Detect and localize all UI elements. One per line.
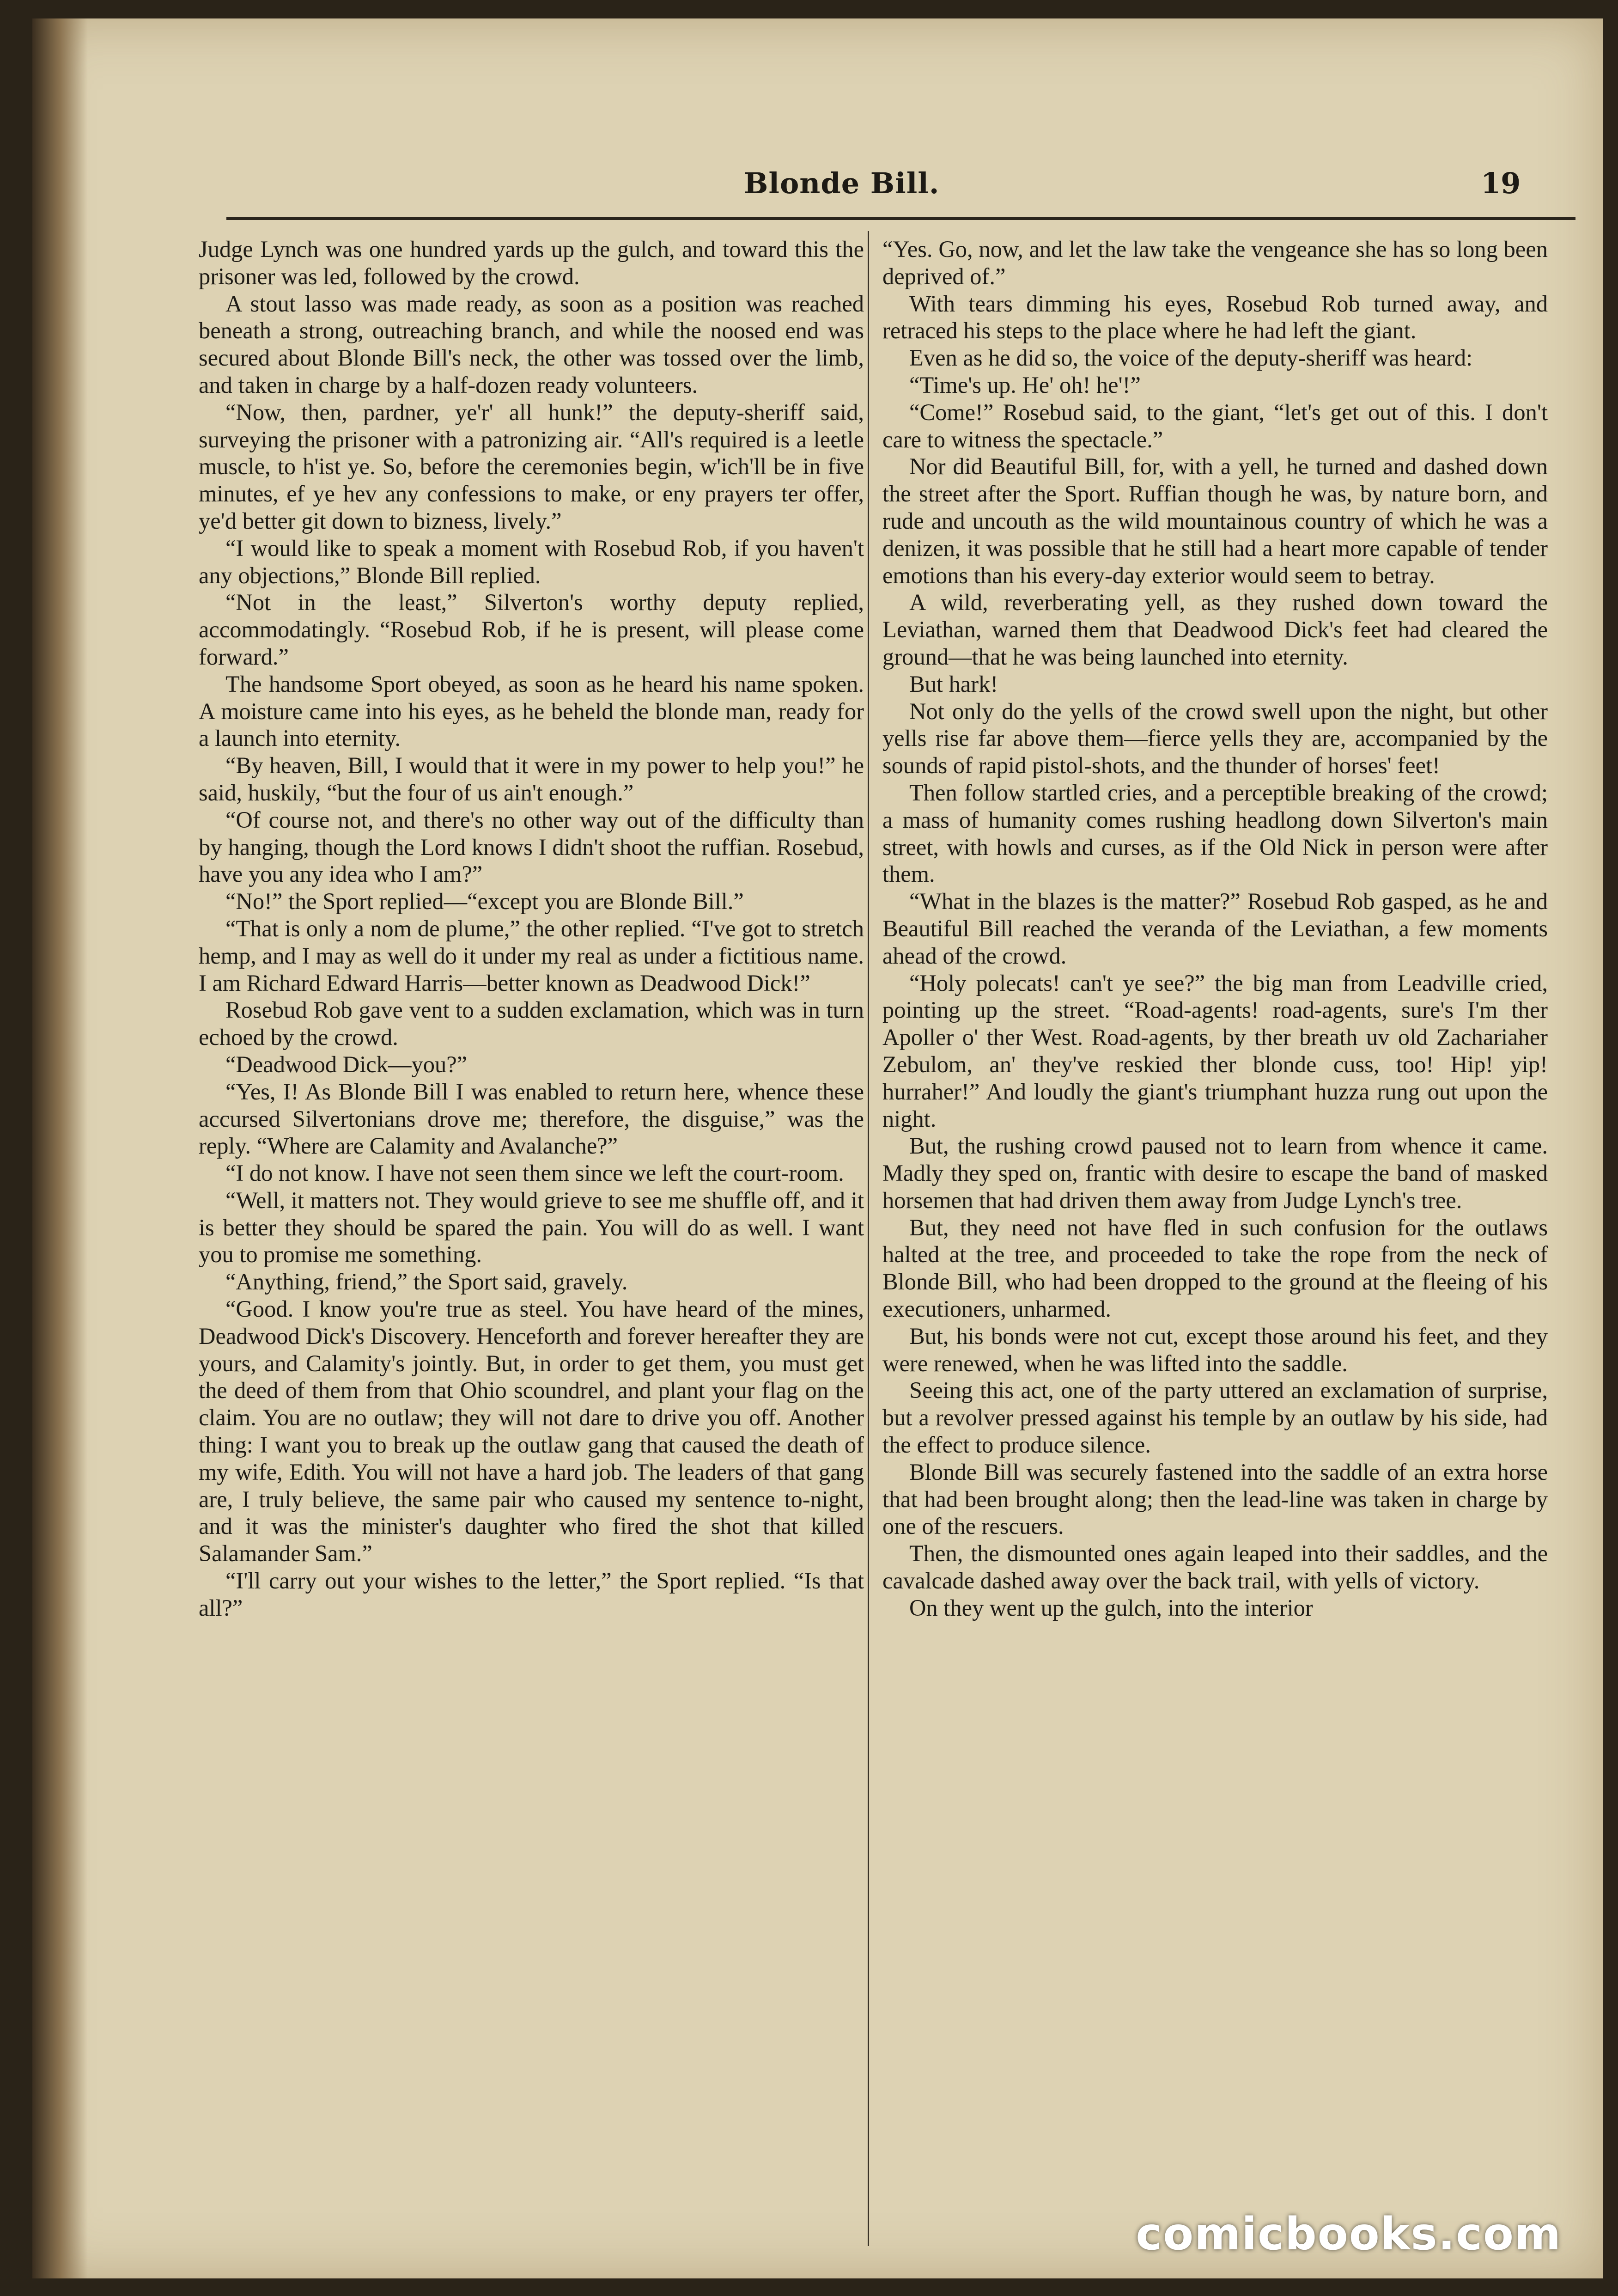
page-binding-edge [32,18,88,2278]
paragraph: “I do not know. I have not seen them since we left the court-room. [225,1160,844,1186]
paragraph: Then, the dismounted ones again leaped into their saddles, and the cavalcade dashed away over the back trail, with yells of victory. [882,1540,1548,1594]
paragraph: “That is only a nom de plume,” the other replied. “I've got to stretch hemp, and I may as well do it under my real as under a fictitious name. I am Richard Edward Harris—better known as Deadwood Dick!” [199,915,864,996]
paragraph: “I'll carry out your wishes to the letter,” the Sport replied. “Is that all?” [199,1568,864,1621]
paragraph: “Not in the least,” Silverton's worthy deputy replied, accommodatingly. “Rosebud Rob, if he is present, will please come forward.” [199,589,864,670]
paragraph: Not only do the yells of the crowd swell upon the night, but other yells rise far above them—fierce yells they are, accompanied by the sounds of rapid pistol-shots, and the thunder of horses' feet! [882,698,1548,779]
paragraph: The handsome Sport obeyed, as soon as he heard his name spoken. A moisture came into his eyes, as he beheld the blonde man, ready for a launch into eternity. [199,671,864,751]
paragraph: “Yes. Go, now, and let the law take the vengeance she has so long been deprived of.” [882,236,1548,289]
paragraph: On they went up the gulch, into the interior [909,1594,1313,1621]
paragraph: “Holy polecats! can't ye see?” the big man from Leadville cried, pointing up the street. “Road-agents! road-agents, sure's I'm ther Apoller o' ther West. Road-agents, by ther breath uv old Zachariaher Zebulom, an' they've reskied ther blonde cuss, too! Hip! yip! hurraher!” And loudly the giant's triumphant huzza rung out upon the night. [882,970,1548,1132]
paragraph: “Yes, I! As Blonde Bill I was enabled to return here, whence these accursed Silvertonians drove me; therefore, the disguise,” was the reply. “Where are Calamity and Avalanche?” [199,1078,864,1159]
paragraph: “I would like to speak a moment with Rosebud Rob, if you haven't any objections,” Blonde Bill replied. [199,535,864,588]
paragraph: “Of course not, and there's no other way out of the difficulty than by hanging, though the Lord knows I didn't shoot the ruffian. Rosebud, have you any idea who I am?” [199,806,864,887]
paragraph: “Now, then, pardner, ye'r' all hunk!” the deputy-sheriff said, surveying the prisoner with a patronizing air. “All's required is a leetle muscle, to h'ist ye. So, before the ceremonies begin, w'ich'll be in five minutes, ef ye hev any confessions to make, or eny prayers ter offer, ye'd better git down to bizness, lively.” [199,399,864,534]
paragraph: Seeing this act, one of the party uttered an exclamation of surprise, but a revolver pressed against his temple by an outlaw by his side, had the effect to produce silence. [882,1377,1548,1458]
paragraph: Then follow startled cries, and a perceptible breaking of the crowd; a mass of humanity comes rushing headlong down Silverton's main street, with howls and curses, as if the Old Nick in person were after them. [882,779,1548,887]
running-title: Blonde Bill. [744,166,940,200]
page-number: 19 [1481,166,1521,200]
paragraph: But, his bonds were not cut, except those around his feet, and they were renewed, when he was lifted into the saddle. [882,1323,1548,1376]
site-watermark: comicbooks.com [1136,2208,1562,2260]
paragraph: Even as he did so, the voice of the deputy-sheriff was heard: [909,345,1473,371]
paragraph: Rosebud Rob gave vent to a sudden exclamation, which was in turn echoed by the crowd. [199,997,864,1050]
header-rule [226,217,1575,220]
text-column-left [199,236,864,2269]
paragraph: Nor did Beautiful Bill, for, with a yell, he turned and dashed down the street after the Sport. Ruffian though he was, by nature born, and rude and uncouth as the wild mountainous country of which he was a denizen, it was possible that he still had a heart more capable of tender emotions than his every-day exterior would seem to betray. [882,453,1548,588]
text-column-right [882,236,1548,2269]
paragraph: “Deadwood Dick—you?” [225,1051,468,1077]
paragraph: But, they need not have fled in such confusion for the outlaws halted at the tree, and proceeded to take the rope from the neck of Blonde Bill, who had been dropped to the ground at the fleeing of his executioners, unharmed. [882,1214,1548,1322]
running-header [32,166,1603,222]
paragraph: Judge Lynch was one hundred yards up the gulch, and toward this the prisoner was led, followed by the crowd. [199,236,864,289]
paragraph: “By heaven, Bill, I would that it were in my power to help you!” he said, huskily, “but the four of us ain't enough.” [199,752,864,806]
book-page [32,18,1603,2278]
paragraph: “No!” the Sport replied—“except you are Blonde Bill.” [225,888,744,915]
paragraph: “Time's up. He' oh! he'!” [909,372,1141,398]
paragraph: But, the rushing crowd paused not to learn from whence it came. Madly they sped on, frantic with desire to escape the band of masked horsemen that had driven them away from Judge Lynch's tree. [882,1133,1548,1213]
paragraph: “Come!” Rosebud said, to the giant, “let's get out of this. I don't care to witness the spectacle.” [882,399,1548,452]
column-divider [868,231,869,2246]
paragraph: A stout lasso was made ready, as soon as a position was reached beneath a strong, outreaching branch, and while the noosed end was secured about Blonde Bill's neck, the other was tossed over the limb, and taken in charge by a half-dozen ready volunteers. [199,290,864,398]
paragraph: “What in the blazes is the matter?” Rosebud Rob gasped, as he and Beautiful Bill reached the veranda of the Leviathan, a few moments ahead of the crowd. [882,888,1548,969]
paragraph: With tears dimming his eyes, Rosebud Rob turned away, and retraced his steps to the place where he had left the giant. [882,290,1548,344]
paragraph: But hark! [909,671,998,697]
paragraph: A wild, reverberating yell, as they rushed down toward the Leviathan, warned them that Deadwood Dick's feet had cleared the ground—that he was being launched into eternity. [882,589,1548,670]
paragraph: Blonde Bill was securely fastened into the saddle of an extra horse that had been brought along; then the lead-line was taken in charge by one of the rescuers. [882,1459,1548,1539]
paragraph: “Well, it matters not. They would grieve to see me shuffle off, and it is better they should be spared the pain. You will do as well. I want you to promise me something. [199,1187,864,1268]
paragraph: “Anything, friend,” the Sport said, gravely. [225,1269,628,1295]
paragraph: “Good. I know you're true as steel. You have heard of the mines, Deadwood Dick's Discovery. Henceforth and forever hereafter they are yours, and Calamity's jointly. But, in order to get them, you must get the deed of them from that Ohio scoundrel, and plant your flag on the claim. You are no outlaw; they will not dare to drive you off. Another thing: I want you to break up the outlaw gang that caused the death of my wife, Edith. You will not have a hard job. The leaders of that gang are, I truly believe, the same pair who caused my sentence to-night, and it was the minister's daughter who fired the shot that killed Salamander Sam.” [199,1296,864,1567]
